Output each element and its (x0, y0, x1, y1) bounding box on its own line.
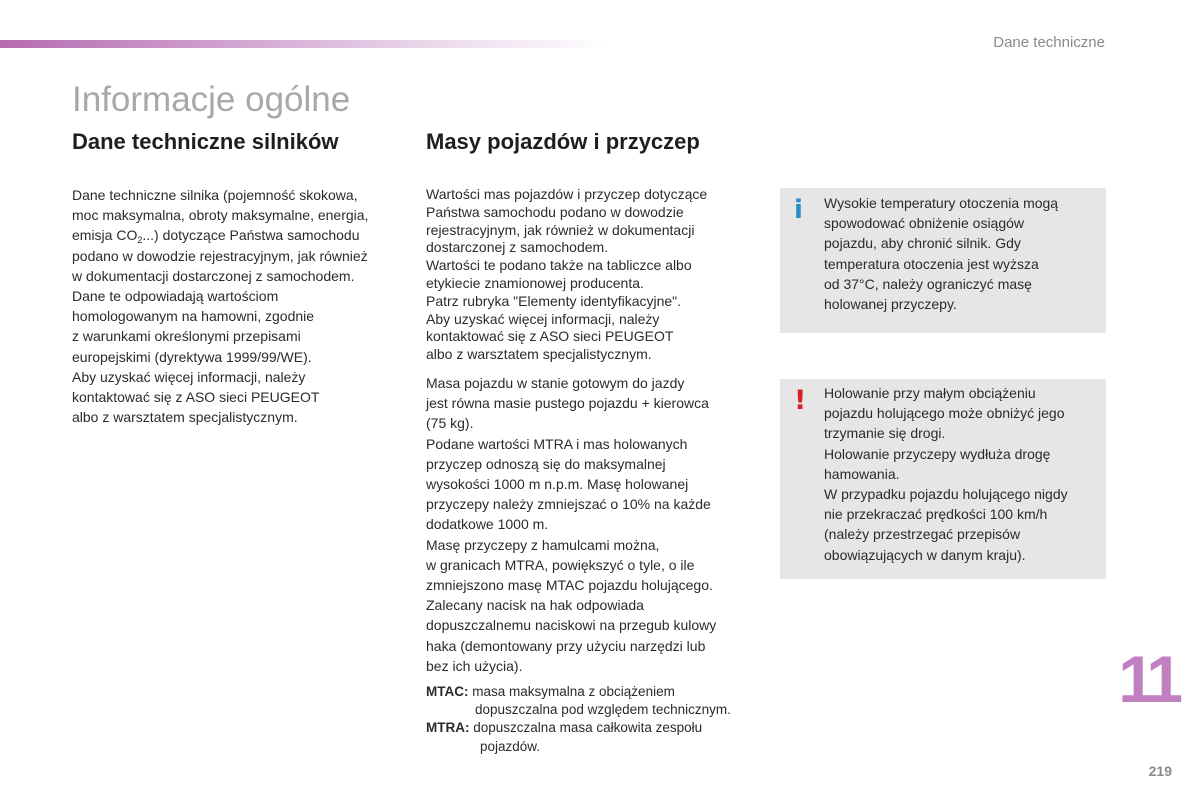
mtra-text: dopuszczalna masa całkowita zespołu (473, 720, 703, 736)
text-line: europejskimi (dyrektywa 1999/99/WE). (72, 348, 312, 365)
mtac-abbreviation: MTAC: (426, 684, 469, 699)
text-line: Wartości mas pojazdów i przyczep dotyczące (426, 186, 708, 202)
text-line: kontaktować się z ASO sieci PEUGEOT (426, 328, 674, 345)
masses-intro-paragraph (426, 186, 746, 364)
mtra-definition (426, 719, 766, 737)
text-line: albo z warsztatem specjalistycznym. (72, 409, 298, 426)
text-line: Patrz rubryka "Elementy identyfikacyjne". (426, 292, 682, 309)
emission-line (72, 225, 407, 245)
mtra-definition-continued: pojazdów. (480, 738, 541, 754)
text-line: W przypadku pojazdu holującego nigdy (824, 486, 1068, 503)
text-line: w dokumentacji dostarczonej z samochodem. (72, 267, 355, 284)
text-line: Wartości te podano także na tabliczce albo (426, 257, 692, 274)
page-number: 219 (1148, 763, 1172, 779)
text-line: homologowanym na hamowni, zgodnie (72, 308, 315, 325)
text-line: temperatura otoczenia jest wyższa (824, 255, 1039, 272)
text-line: nie przekraczać prędkości 100 km/h (824, 506, 1048, 523)
text-line: hamowania. (824, 465, 900, 482)
text-line: etykiecie znamionowej producenta. (426, 274, 644, 291)
text-line: Zalecany nacisk na hak odpowiada (426, 597, 644, 614)
text-line: Masę przyczepy z hamulcami można, (426, 536, 660, 553)
text-line: pojazdu, aby chronić silnik. Gdy (824, 235, 1021, 252)
page-title: Informacje ogólne (72, 80, 351, 119)
text-line: trzymanie się drogi. (824, 425, 946, 442)
info-note-box (780, 188, 1106, 333)
section-label: Dane techniczne (993, 34, 1105, 51)
text-line: spowodować obniżenie osiągów (824, 215, 1025, 232)
text-line: haka (demontowany przy użyciu narzędzi lub (426, 637, 706, 654)
abbreviations-glossary (426, 683, 766, 756)
mtac-definition-continued: dopuszczalna pod względem technicznym. (475, 702, 731, 718)
text-line: moc maksymalna, obroty maksymalne, energia, (72, 207, 369, 224)
header-gradient-bar (0, 40, 610, 48)
text-line: rejestracyjnym, jak również w dokumentacji (426, 221, 695, 238)
text-line: obowiązujących w danym kraju). (824, 546, 1026, 563)
text-line: Dane te odpowiadają wartościom (72, 288, 279, 305)
engine-data-heading: Dane techniczne silników (72, 129, 339, 154)
text-line: bez ich użycia). (426, 657, 523, 674)
text-line: od 37°C, należy ograniczyć masę (824, 275, 1032, 292)
warning-icon: ! (794, 385, 807, 416)
text-line: Holowanie przyczepy wydłuża drogę (824, 445, 1051, 462)
info-icon: i (794, 195, 803, 225)
text-line: Masa pojazdu w stanie gotowym do jazdy (426, 375, 685, 391)
text-line: (należy przestrzegać przepisów (824, 526, 1021, 543)
text-line: Wysokie temperatury otoczenia mogą (824, 195, 1059, 211)
emission-subscript: 2 (137, 235, 143, 246)
text-line: dostarczonej z samochodem. (426, 239, 609, 256)
text-line: Podane wartości MTRA i mas holowanych (426, 435, 688, 452)
text-line: Aby uzyskać więcej informacji, należy (72, 368, 306, 385)
text-line: pojazdu holującego może obniżyć jego (824, 405, 1065, 422)
text-line: Aby uzyskać więcej informacji, należy (426, 310, 660, 327)
masses-detail-paragraph (426, 373, 756, 676)
text-line: wysokości 1000 m n.p.m. Masę holowanej (426, 476, 689, 493)
info-note-text (824, 193, 1099, 314)
text-line: przyczepy należy zmniejszać o 10% na każde (426, 496, 711, 513)
text-line: (75 kg). (426, 415, 474, 432)
text-line: przyczep odnoszą się do maksymalnej (426, 455, 666, 472)
text-line: jest równa masie pustego pojazdu + kierowca (426, 395, 709, 412)
text-line: albo z warsztatem specjalistycznym. (426, 346, 652, 363)
mtac-text: masa maksymalna z obciążeniem (472, 684, 675, 699)
text-line: Państwa samochodu podano w dowodzie (426, 203, 684, 220)
emission-suffix: ...) dotyczące Państwa samochodu (142, 227, 360, 244)
mtac-definition (426, 683, 766, 701)
text-line: Dane techniczne silnika (pojemność skokowa, (72, 187, 358, 203)
warning-note-text (824, 383, 1099, 565)
mtra-abbreviation: MTRA: (426, 720, 470, 736)
text-line: podano w dowodzie rejestracyjnym, jak również (72, 247, 368, 264)
text-line: z warunkami określonymi przepisami (72, 328, 301, 345)
text-line: holowanej przyczepy. (824, 296, 957, 313)
text-line: dopuszczalnemu naciskowi na przegub kulowy (426, 617, 717, 634)
text-line: zmniejszono masę MTAC pojazdu holującego. (426, 577, 713, 594)
text-line: kontaktować się z ASO sieci PEUGEOT (72, 389, 320, 406)
chapter-number: 11 (1118, 642, 1178, 716)
emission-prefix: emisja CO (72, 227, 138, 244)
text-line: dodatkowe 1000 m. (426, 516, 549, 533)
engine-data-paragraph (72, 185, 407, 427)
text-line: Holowanie przy małym obciążeniu (824, 385, 1036, 401)
warning-note-box (780, 379, 1106, 579)
vehicle-masses-heading: Masy pojazdów i przyczep (426, 129, 700, 154)
text-line: w granicach MTRA, powiększyć o tyle, o ile (426, 556, 695, 573)
